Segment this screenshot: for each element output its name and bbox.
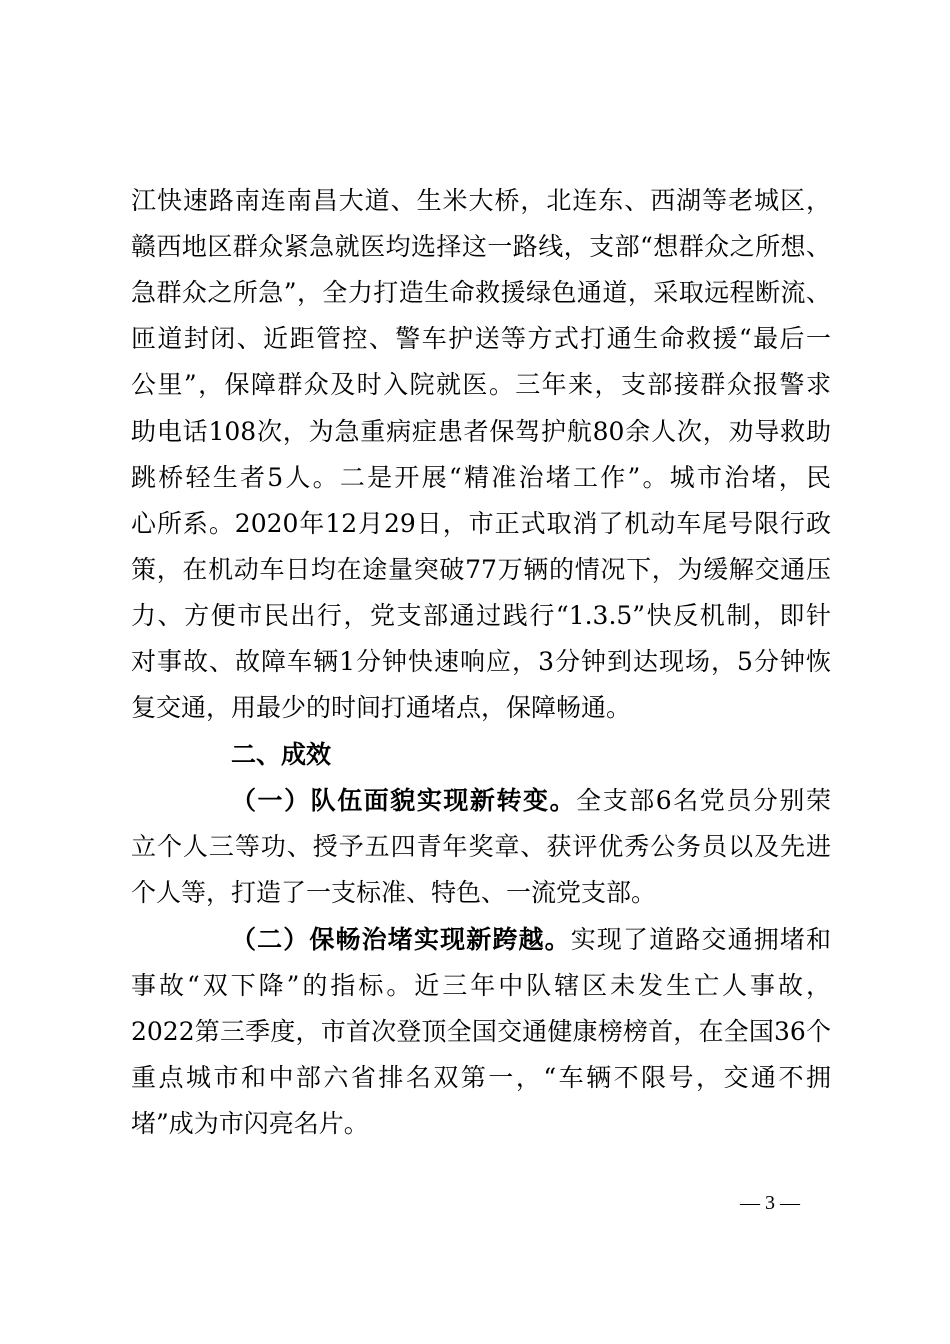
- text-line: 急群众之所急”，全力打造生命救援绿色通道，采取远程断流、: [131, 278, 831, 307]
- text-line: 公里”，保障群众及时入院就医。三年来，支部接群众报警求: [131, 370, 831, 399]
- text-line: 堵”成为市闪亮名片。: [131, 1109, 369, 1138]
- text-line: 力、方便市民出行，党支部通过践行“1.3.5”快反机制，即针: [131, 601, 831, 630]
- text-line: 助电话108次，为急重病症患者保驾护航80余人次，劝导救助: [131, 417, 831, 446]
- text-line: [231, 779, 831, 823]
- text-line: 江快速路南连南昌大道、生米大桥，北连东、西湖等老城区，: [131, 186, 831, 215]
- text-line: 立个人三等功、授予五四青年奖章、获评优秀公务员以及先进: [131, 832, 831, 861]
- text-line: 2022第三季度，市首次登顶全国交通健康榜榜首，在全国36个: [131, 1017, 831, 1046]
- page-number: — 3 —: [740, 1192, 800, 1214]
- subsection-title: （一）队伍面貌实现新转变。: [231, 786, 577, 815]
- text-line: 对事故、故障车辆1分钟快速响应，3分钟到达现场，5分钟恢: [131, 647, 831, 676]
- text-line: 策，在机动车日均在途量突破77万辆的情况下，为缓解交通压: [131, 555, 831, 584]
- text-line: [231, 918, 831, 962]
- subsection-title: （二）保畅治堵实现新跨越。: [231, 925, 571, 954]
- subsection-text: 实现了道路交通拥堵和: [570, 925, 831, 954]
- text-line: 匝道封闭、近距管控、警车护送等方式打通生命救援“最后一: [131, 324, 831, 353]
- text-line: 跳桥轻生者5人。二是开展“精准治堵工作”。城市治堵，民: [131, 463, 831, 492]
- text-line: 赣西地区群众紧急就医均选择这一路线，支部“想群众之所想、: [131, 232, 831, 261]
- text-line: 重点城市和中部六省排名双第一，“车辆不限号，交通不拥: [131, 1063, 831, 1092]
- section-heading: 二、成效: [231, 740, 332, 769]
- subsection-text: 全支部6名党员分别荣: [576, 786, 831, 815]
- text-line: 事故“双下降”的指标。近三年中队辖区未发生亡人事故，: [131, 971, 831, 1000]
- text-line: 复交通，用最少的时间打通堵点，保障畅通。: [131, 693, 632, 722]
- text-line: 心所系。2020年12月29日，市正式取消了机动车尾号限行政: [131, 509, 831, 538]
- text-line: 个人等，打造了一支标准、特色、一流党支部。: [131, 878, 657, 907]
